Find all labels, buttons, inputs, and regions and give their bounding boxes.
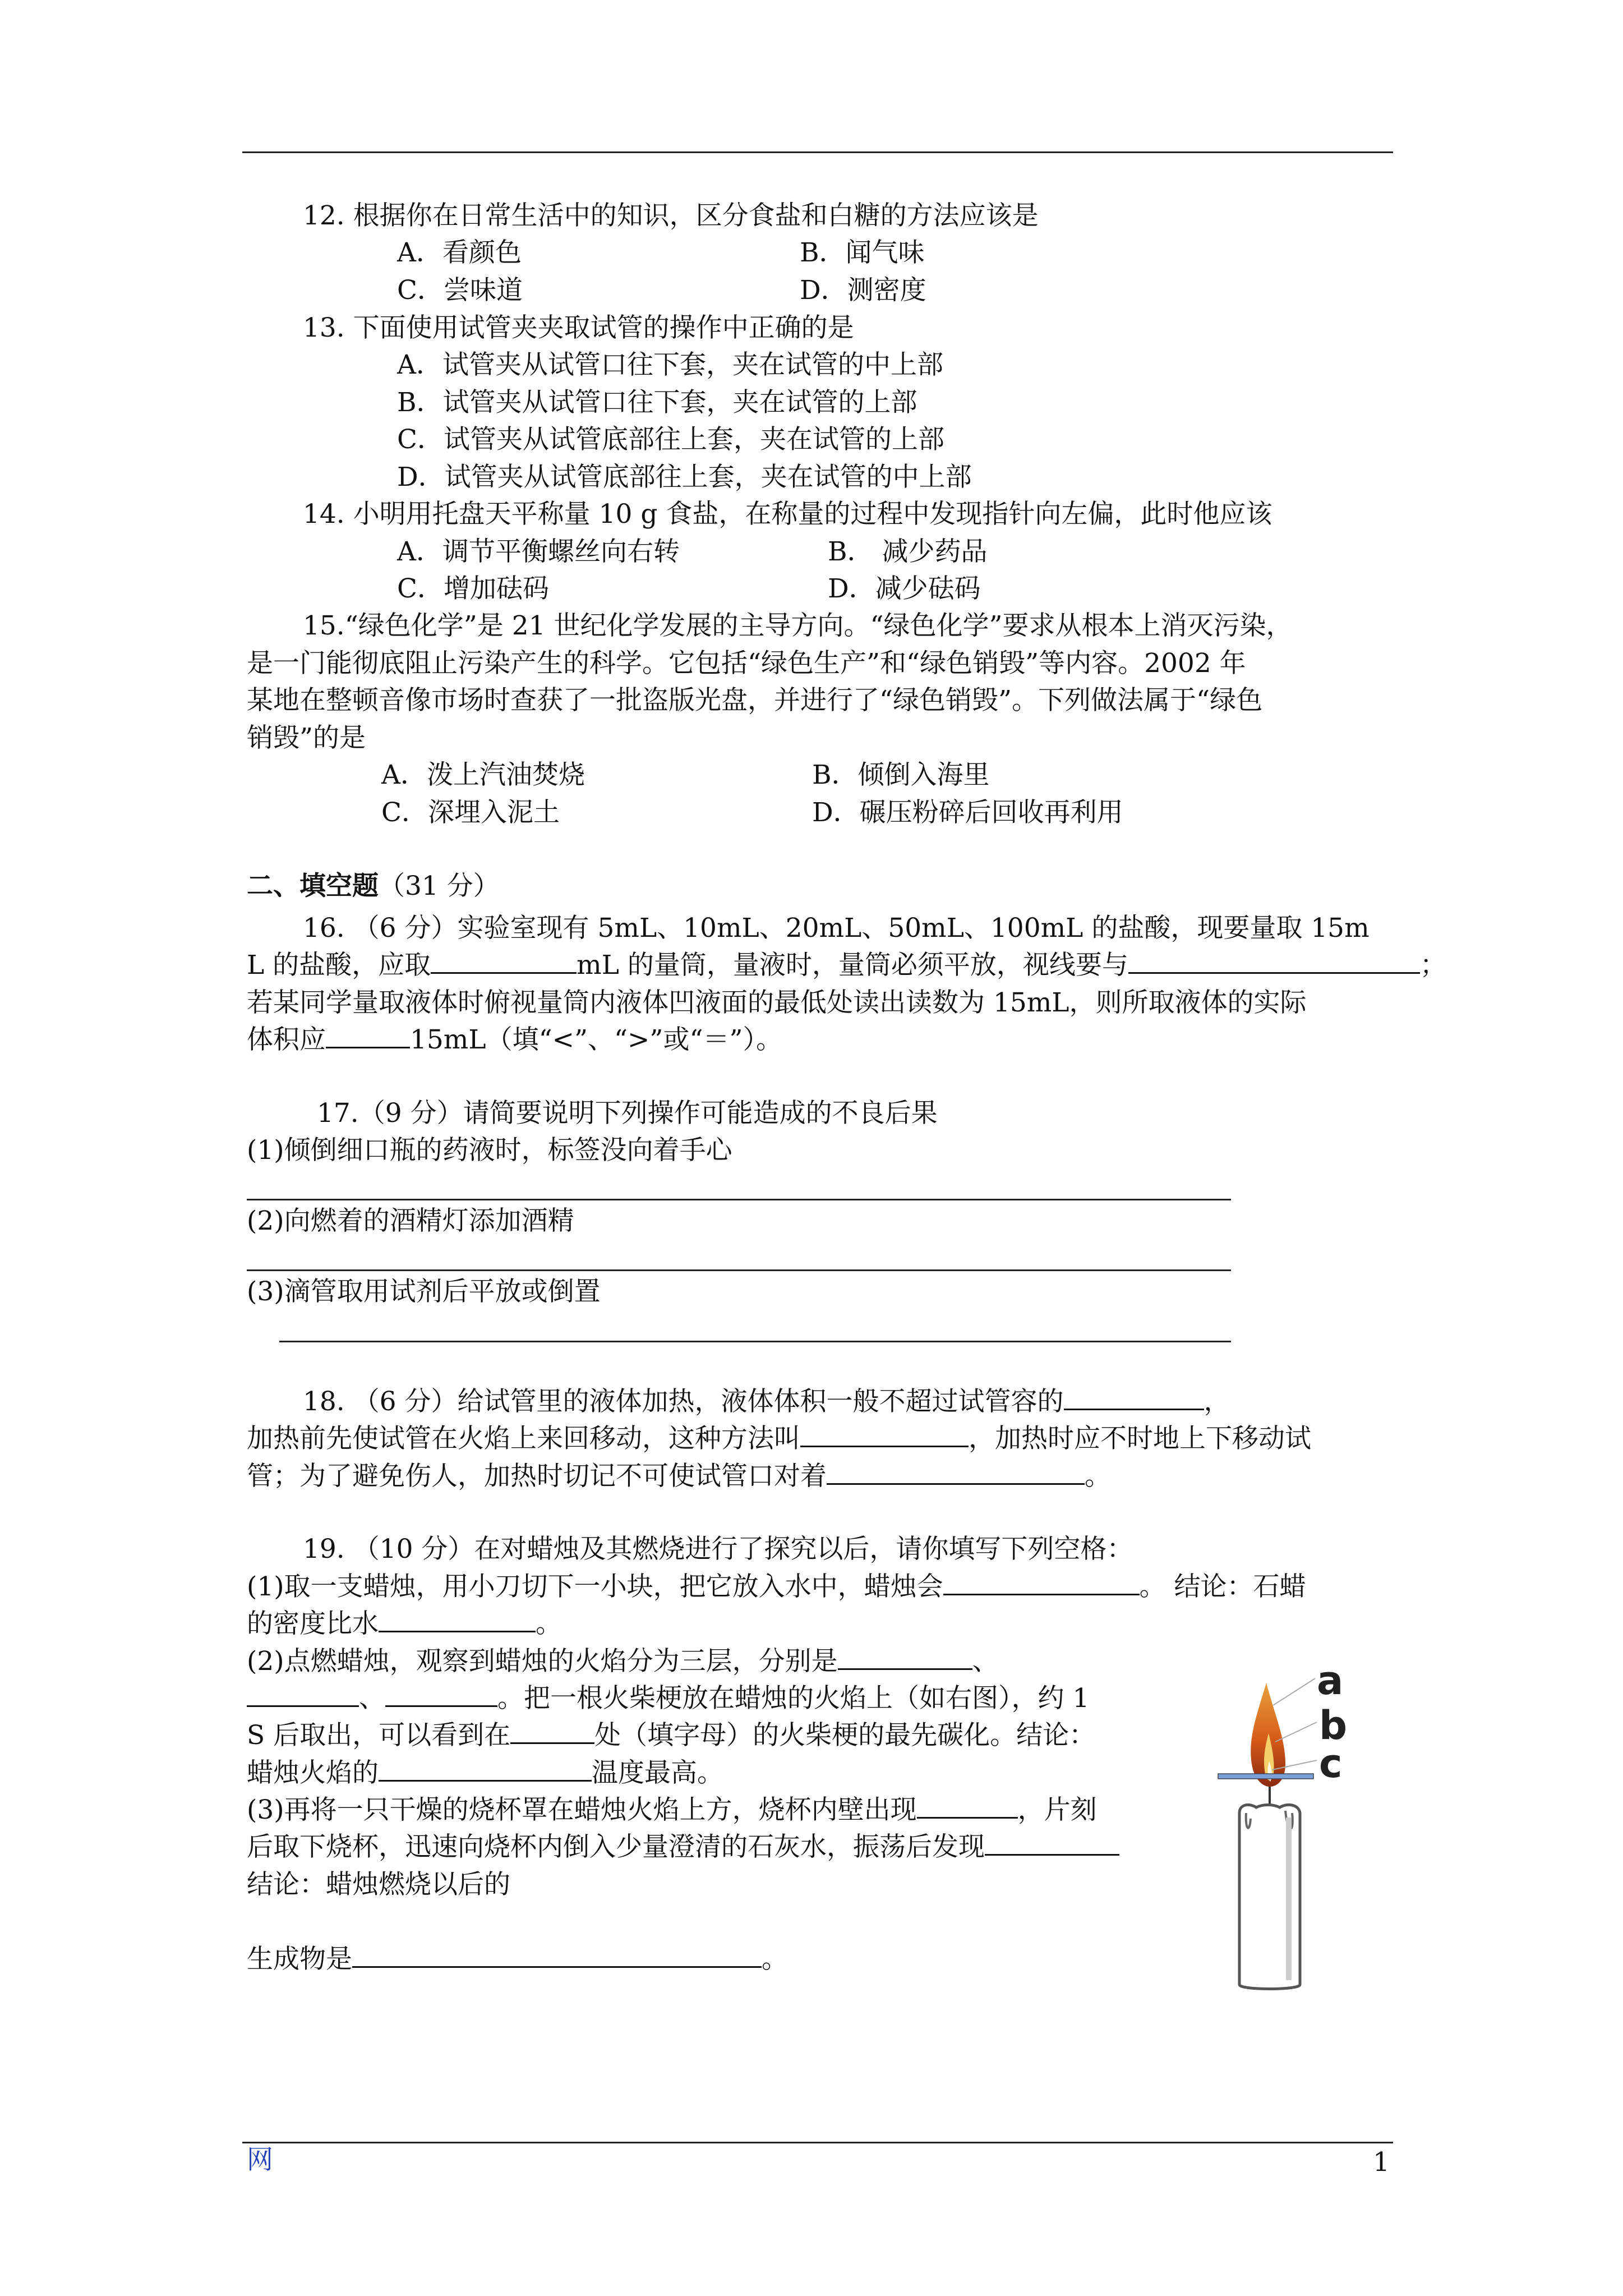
q19-text: 、 [972, 1646, 999, 1677]
q18-line3 [247, 1458, 1111, 1495]
q17-stem: 17.（9 分）请简要说明下列操作可能造成的不良后果 [317, 1098, 938, 1129]
q19-text: 。把一根火柴梗放在蜡烛的火焰上（如右图），约 1 [497, 1683, 1090, 1714]
q15-line3: 某地在整顿音像市场时查获了一批盗版光盘，并进行了“绿色销毁”。下列做法属于“绿色 [247, 685, 1263, 716]
q14-option-b: B． 减少药品 [828, 536, 988, 567]
section-2-heading [247, 868, 500, 905]
q12-option-b: B．闻气味 [800, 237, 925, 268]
q19-p1-line1 [247, 1568, 1306, 1605]
candle-flame-figure [1217, 1666, 1363, 2003]
q19-text: ，片刻 [1017, 1795, 1097, 1825]
q19-p2-line2 [247, 1680, 1089, 1717]
pointer-a [1273, 1678, 1315, 1705]
q18-text: 18. （6 分）给试管里的液体加热，液体体积一般不超过试管容的 [303, 1386, 1064, 1417]
q19-text: 。 [762, 1944, 788, 1975]
q19-text: 后取下烧杯，迅速向烧杯内倒入少量澄清的石灰水，振荡后发现 [247, 1832, 985, 1862]
q16-line3: 若某同学量取液体时俯视量筒内液体凹液面的最低处读出读数为 15mL，则所取液体的实际 [247, 987, 1307, 1018]
q19-blank-layer1[interactable] [838, 1644, 972, 1670]
q19-stem: 19. （10 分）在对蜡烛及其燃烧进行了探究以后，请你填写下列空格： [303, 1534, 1133, 1565]
q19-blank-float[interactable] [943, 1569, 1140, 1595]
q18-line2 [247, 1420, 1311, 1457]
q13-option-a: A．试管夹从试管口往下套，夹在试管的中上部 [397, 349, 943, 380]
q19-p3-line4 [247, 1941, 788, 1978]
q19-blank-letter[interactable] [510, 1718, 594, 1744]
q12-option-c: C．尝味道 [397, 275, 523, 306]
q18-text: 加热前先使试管在火焰上来回移动，这种方法叫 [247, 1423, 800, 1454]
q18-text: 管；为了避免伤人，加热时切记不可使试管口对着 [247, 1461, 827, 1492]
q19-text: 蜡烛火焰的 [247, 1757, 379, 1788]
figure-label-b: b [1319, 1703, 1348, 1749]
q19-p2-line3 [247, 1717, 1095, 1754]
q13-option-c: C．试管夹从试管底部往上套，夹在试管的上部 [397, 424, 944, 455]
q15-option-c: C．深埋入泥土 [381, 797, 560, 828]
q19-text: (3)再将一只干燥的烧杯罩在蜡烛火焰上方，烧杯内壁出现 [247, 1795, 917, 1825]
q18-text: 。 [1085, 1461, 1111, 1492]
q19-blank-layer2[interactable] [247, 1681, 359, 1707]
q16-text: 体积应 [247, 1024, 326, 1055]
q19-text: S 后取出，可以看到在 [247, 1720, 511, 1751]
q19-text: 的密度比水 [247, 1608, 379, 1639]
q19-blank-hottest[interactable] [379, 1755, 592, 1782]
q19-text: 。 结论：石蜡 [1139, 1571, 1306, 1602]
q14-option-d: D．减少砝码 [828, 573, 981, 604]
figure-label-c: c [1319, 1741, 1343, 1787]
q12-stem: 12. 根据你在日常生活中的知识，区分食盐和白糖的方法应该是 [303, 200, 1039, 231]
section-2-score: （31 分） [379, 871, 500, 901]
q16-blank-cylinder[interactable] [431, 947, 577, 974]
q18-blank-method[interactable] [800, 1421, 969, 1447]
q19-p2-line1 [247, 1643, 999, 1680]
q13-option-b: B．试管夹从试管口往下套，夹在试管的上部 [397, 387, 917, 418]
q15-option-d: D．碾压粉碎后回收再利用 [812, 797, 1123, 828]
q18-text: ，加热时应不时地上下移动试 [969, 1423, 1311, 1454]
q12-option-d: D．测密度 [800, 275, 926, 306]
q19-text: 、 [359, 1683, 385, 1714]
q16-text: mL 的量筒，量液时，量筒必须平放，视线要与 [577, 950, 1128, 981]
q16-text: 15mL（填“<”、“>”或“＝”）。 [410, 1024, 783, 1055]
q17-sub3: (3)滴管取用试剂后平放或倒置 [247, 1276, 601, 1307]
footer-rule [242, 2142, 1393, 2143]
q15-option-b: B．倾倒入海里 [812, 760, 990, 790]
q19-text: 温度最高。 [592, 1757, 723, 1788]
q19-blank-limewater[interactable] [985, 1829, 1119, 1856]
q17-answer-line-2[interactable] [247, 1269, 1231, 1271]
figure-label-a: a [1317, 1666, 1344, 1704]
footer-link[interactable]: 网 [247, 2145, 273, 2175]
q14-option-c: C．增加砝码 [397, 573, 549, 604]
q19-p3-line2 [247, 1829, 1119, 1866]
q16-text: L 的盐酸，应取 [247, 950, 431, 981]
q17-answer-line-3[interactable] [279, 1341, 1231, 1342]
q15-option-a: A．泼上汽油焚烧 [381, 760, 585, 790]
section-2-title: 二、填空题 [247, 871, 379, 901]
page-number: 1 [1373, 2147, 1390, 2178]
q16-line2 [247, 947, 1446, 984]
q18-text: ， [1204, 1386, 1230, 1417]
pointer-b [1275, 1722, 1317, 1742]
q19-text: 生成物是 [247, 1944, 352, 1975]
q19-p1-line2 [247, 1605, 562, 1642]
q16-text: ； [1419, 950, 1446, 981]
q17-answer-line-1[interactable] [247, 1199, 1231, 1200]
q16-blank-volume[interactable] [326, 1022, 410, 1048]
q18-blank-capacity[interactable] [1064, 1384, 1204, 1410]
header-rule [242, 151, 1393, 153]
q19-p3-line3: 结论：蜡烛燃烧以后的 [247, 1869, 510, 1900]
q15-line1: 15.“绿色化学”是 21 世纪化学发展的主导方向。“绿色化学”要求从根本上消灭污染， [303, 610, 1293, 641]
q16-line1: 16. （6 分）实验室现有 5mL、10mL、20mL、50mL、100mL 的盐酸，现要量取 15m [303, 913, 1370, 944]
q15-line4: 销毁”的是 [247, 723, 366, 753]
q19-p2-line4 [247, 1755, 723, 1792]
q16-blank-sightline[interactable] [1128, 947, 1420, 974]
q12-option-a: A．看颜色 [397, 237, 522, 268]
q15-line2: 是一门能彻底阻止污染产生的科学。它包括“绿色生产”和“绿色销毁”等内容。2002 年 [247, 648, 1246, 679]
q19-text: (1)取一支蜡烛，用小刀切下一小块，把它放入水中，蜡烛会 [247, 1571, 943, 1602]
q19-text: 。 [536, 1608, 562, 1639]
q18-line1 [303, 1383, 1230, 1420]
q19-text: (2)点燃蜡烛，观察到蜡烛的火焰分为三层，分别是 [247, 1646, 838, 1677]
q19-blank-density[interactable] [379, 1606, 536, 1632]
q14-stem: 14. 小明用托盘天平称量 10 g 食盐，在称量的过程中发现指针向左偏，此时他应该 [303, 499, 1272, 530]
matchstick [1218, 1774, 1313, 1779]
q19-text: 处（填字母）的火柴梗的最先碳化。结论： [594, 1720, 1096, 1751]
q19-p3-line1 [247, 1792, 1097, 1829]
q18-blank-direction[interactable] [827, 1458, 1085, 1485]
q14-option-a: A．调节平衡螺丝向右转 [397, 536, 680, 567]
q19-blank-wall[interactable] [917, 1792, 1018, 1819]
q17-sub2: (2)向燃着的酒精灯添加酒精 [247, 1205, 574, 1236]
q13-stem: 13. 下面使用试管夹夹取试管的操作中正确的是 [303, 312, 854, 343]
q16-line4 [247, 1022, 782, 1059]
q19-blank-products[interactable] [352, 1941, 762, 1968]
q13-option-d: D．试管夹从试管底部往上套，夹在试管的中上部 [397, 462, 972, 493]
q19-blank-layer3[interactable] [385, 1681, 497, 1707]
q17-sub1: (1)倾倒细口瓶的药液时，标签没向着手心 [247, 1135, 732, 1166]
